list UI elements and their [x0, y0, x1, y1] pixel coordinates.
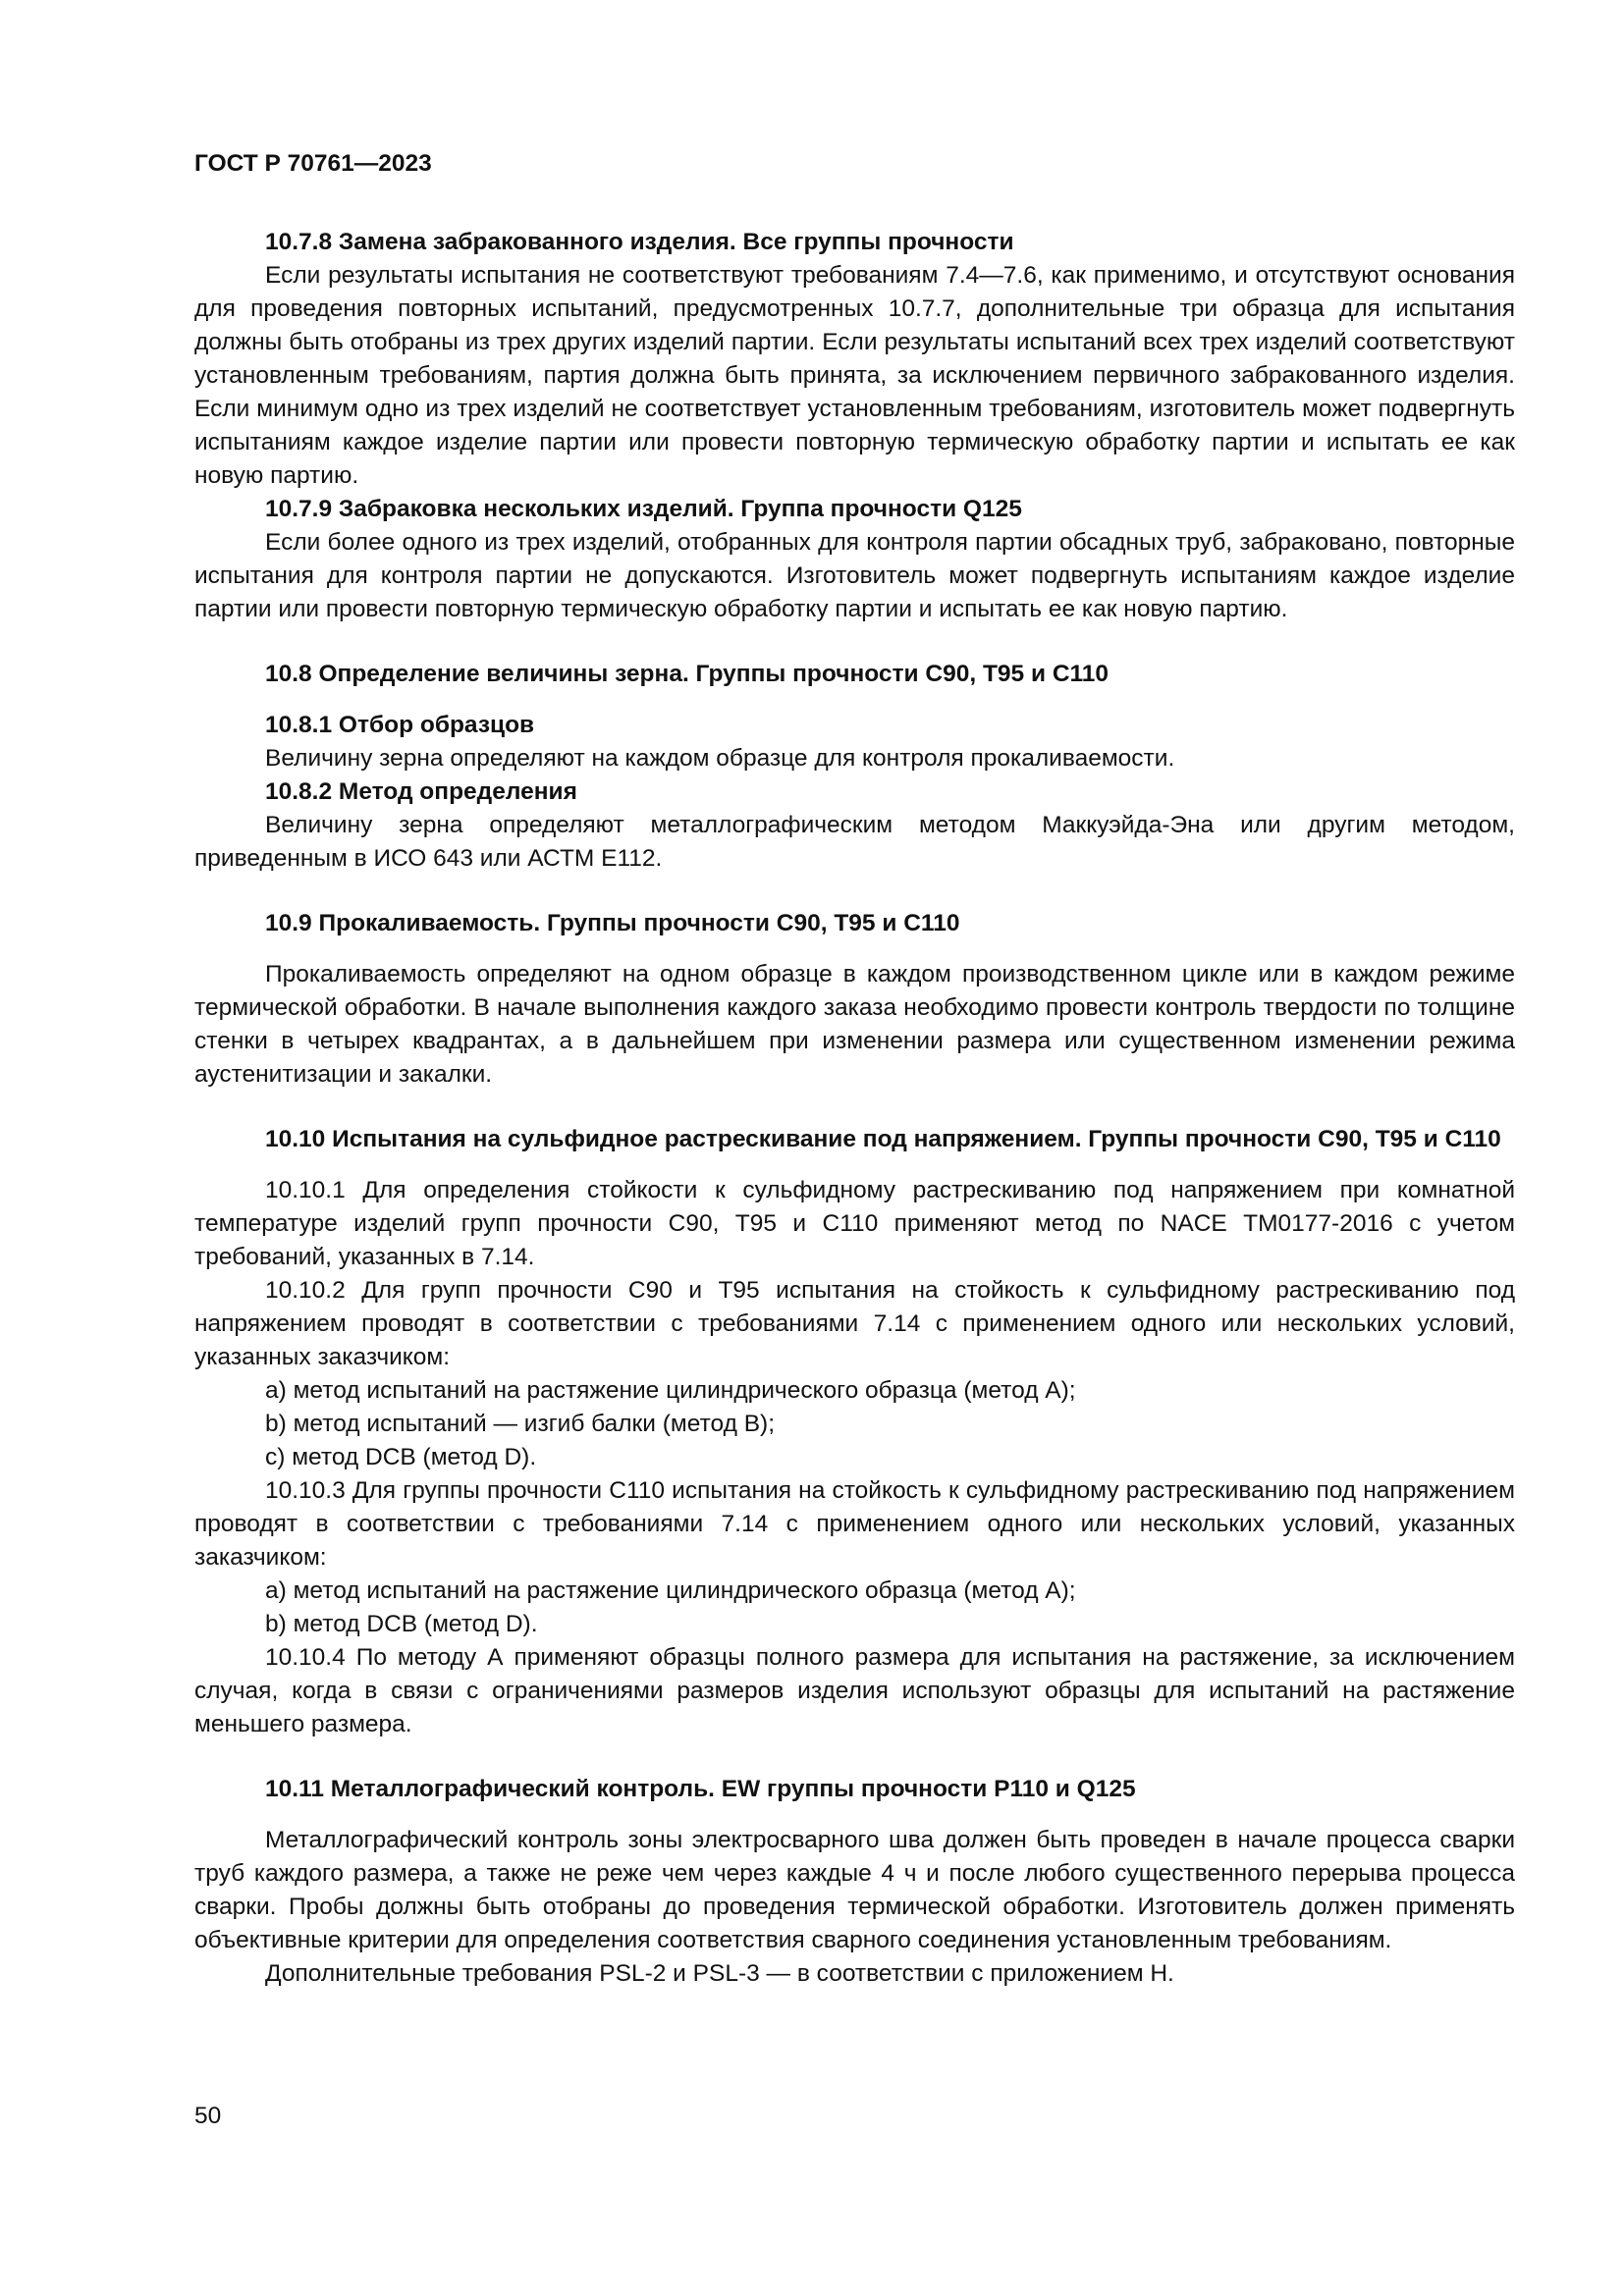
list-item: b) метод испытаний — изгиб балки (метод В); [265, 1411, 776, 1437]
heading-10-8-2: 10.8.2 Метод определения [265, 778, 577, 805]
page-number: 50 [194, 2103, 222, 2129]
heading-10-8: 10.8 Определение величины зерна. Группы прочности С90, Т95 и С110 [265, 661, 1110, 687]
paragraph-10-9: Прокаливаемость определяют на одном образце в каждом производственном цикле или в каждом режиме термической обработки. В начале выполнения каждого заказа необходимо провести контроль твердости по толщине стенки в четырех квадрантах, а в дальнейшем при изменении размера или существенном изменении режима аустенитизации и закалки. [194, 961, 1515, 1088]
heading-10-9: 10.9 Прокаливаемость. Группы прочности С90, Т95 и С110 [265, 910, 960, 936]
heading-10-11: 10.11 Металлографический контроль. EW группы прочности Р110 и Q125 [265, 1776, 1136, 1802]
list-item: b) метод DCB (метод D). [265, 1611, 538, 1637]
heading-10-10: 10.10 Испытания на сульфидное растрескивание под напряжением. Группы прочности С90, Т95 и С110 [265, 1126, 1501, 1152]
document-header: ГОСТ Р 70761—2023 [194, 150, 432, 177]
document-body [194, 226, 1515, 1991]
paragraph-10-7-9: Если более одного из трех изделий, отобранных для контроля партии обсадных труб, забраковано, повторные испытания для контроля партии не допускаются. Изготовитель может подвергнуть испытаниям каждое изделие партии или провести повторную термическую обработку партии и испытать ее как новую партию. [194, 529, 1515, 622]
paragraph-10-8-1: Величину зерна определяют на каждом образце для контроля прокаливаемости. [265, 745, 1175, 772]
heading-10-8-1: 10.8.1 Отбор образцов [265, 712, 535, 738]
paragraph-10-11-psl: Дополнительные требования PSL-2 и PSL-3 — в соответствии с приложением Н. [265, 1960, 1174, 1987]
heading-10-7-8: 10.7.8 Замена забракованного изделия. Все группы прочности [265, 229, 1014, 255]
list-item: а) метод испытаний на растяжение цилиндрического образца (метод А); [265, 1377, 1076, 1404]
paragraph-10-8-2: Величину зерна определяют металлографическим методом Маккуэйда-Эна или другим методом, приведенным в ИСО 643 или АСТМ Е112. [194, 812, 1515, 872]
paragraph-10-7-8: Если результаты испытания не соответствуют требованиям 7.4—7.6, как применимо, и отсутствуют основания для проведения повторных испытаний, предусмотренных 10.7.7, дополнительные три образца для испытания должны быть отобраны из трех других изделий партии. Если результаты испытаний всех трех изделий соответствуют установленным требованиям, партия должна быть принята, за исключением первичного забракованного изделия. Если минимум одно из трех изделий не соответствует установленным требованиям, изготовитель может подвергнуть испытаниям каждое изделие партии или провести повторную термическую обработку партии и испытать ее как новую партию. [194, 262, 1515, 489]
paragraph-10-10-1: 10.10.1 Для определения стойкости к сульфидному растрескиванию под напряжением при комнатной температуре изделий групп прочности С90, Т95 и С110 применяют метод по NACE ТМ0177-2016 с учетом требований, указанных в 7.14. [194, 1177, 1515, 1270]
list-item: с) метод DCB (метод D). [265, 1444, 537, 1470]
heading-10-7-9: 10.7.9 Забраковка нескольких изделий. Группа прочности Q125 [265, 496, 1022, 522]
paragraph-10-10-3: 10.10.3 Для группы прочности С110 испытания на стойкость к сульфидному растрескиванию под напряжением проводят в соответствии с требованиями 7.14 с применением одного или нескольких условий, указанных заказчиком: [194, 1477, 1515, 1571]
paragraph-10-10-4: 10.10.4 По методу А применяют образцы полного размера для испытания на растяжение, за исключением случая, когда в связи с ограничениями размеров изделия используют образцы для испытаний на растяжение меньшего размера. [194, 1644, 1515, 1737]
paragraph-10-10-2: 10.10.2 Для групп прочности С90 и Т95 испытания на стойкость к сульфидному растрескиванию под напряжением проводят в соответствии с требованиями 7.14 с применением одного или нескольких условий, указанных заказчиком: [194, 1277, 1515, 1370]
list-item: а) метод испытаний на растяжение цилиндрического образца (метод А); [265, 1577, 1076, 1604]
paragraph-10-11: Металлографический контроль зоны электросварного шва должен быть проведен в начале процесса сварки труб каждого размера, а также не реже чем через каждые 4 ч и после любого существенного перерыва процесса сварки. Пробы должны быть отобраны до проведения термической обработки. Изготовитель должен применять объективные критерии для определения соответствия сварного соединения установленным требованиям. [194, 1827, 1515, 1953]
